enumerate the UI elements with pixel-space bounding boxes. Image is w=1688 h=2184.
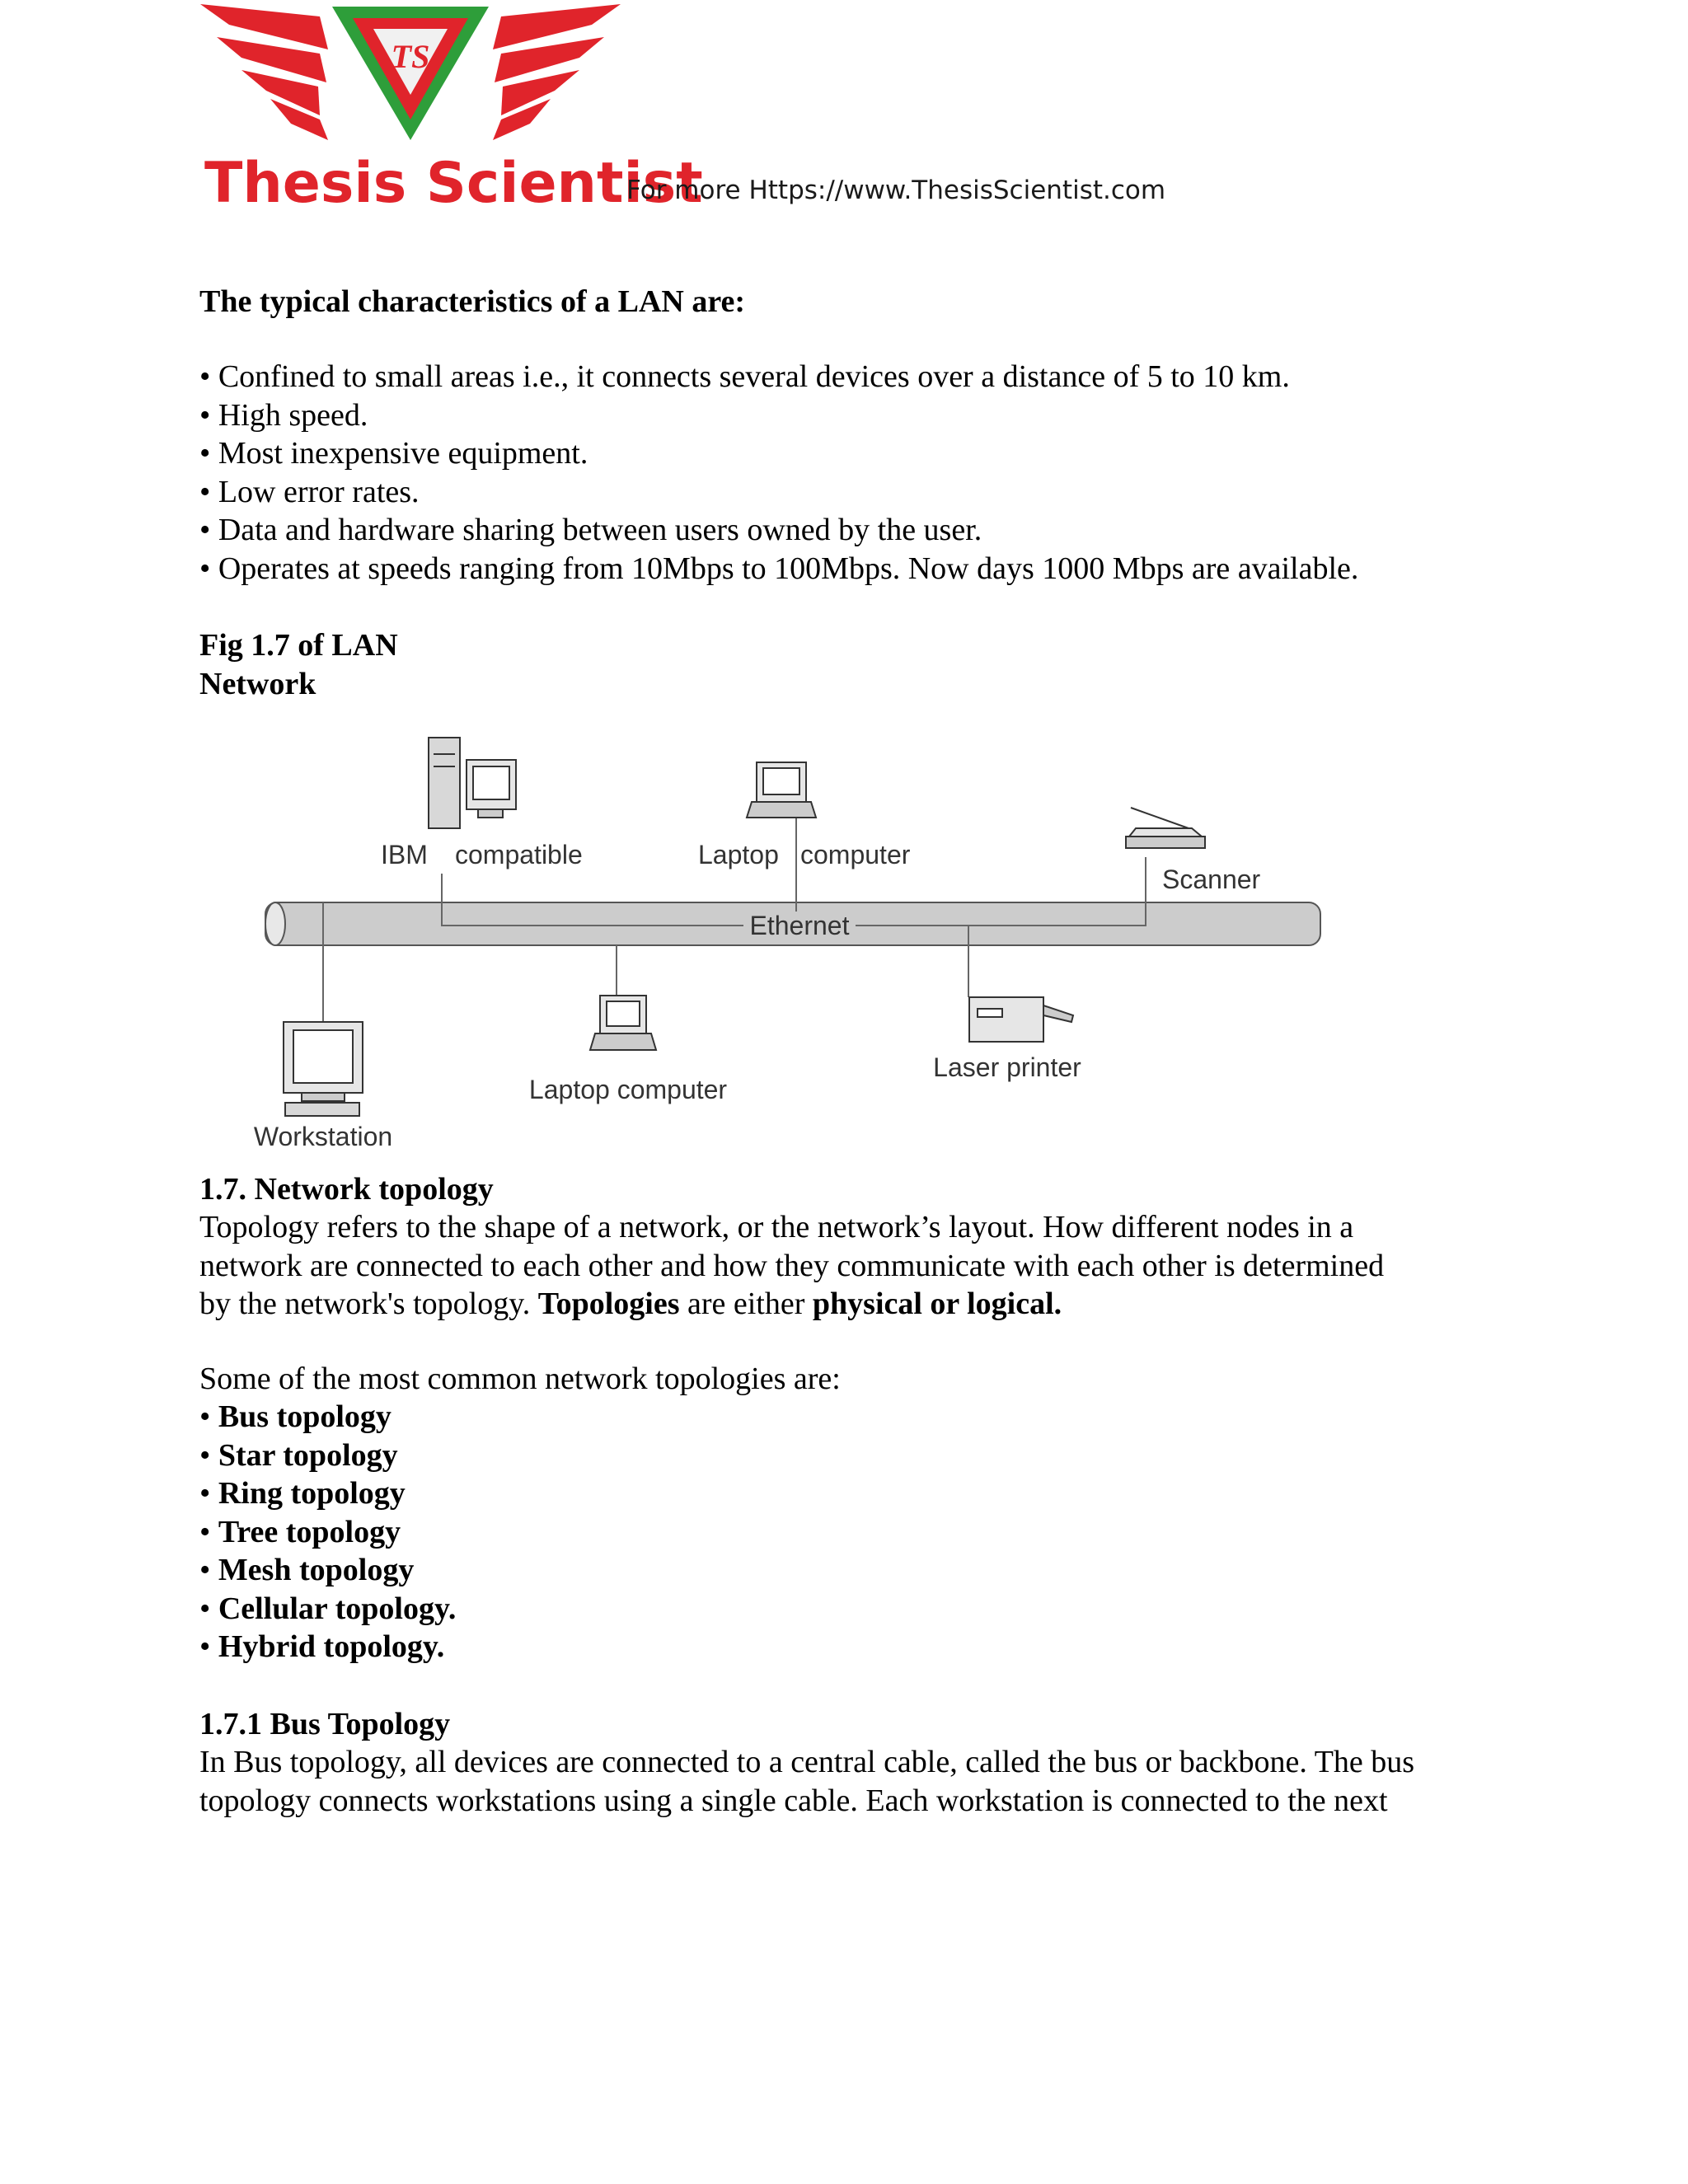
list-item: • Tree topology — [199, 1513, 456, 1552]
list-item: • Data and hardware sharing between users owned by the user. — [199, 511, 1358, 550]
compatible-label: compatible — [455, 840, 583, 869]
lan-characteristics-list — [199, 358, 1358, 588]
ibm-label: IBM — [381, 840, 428, 869]
laptop-computer-label: Laptop computer — [528, 1075, 728, 1104]
thesis-scientist-logo — [196, 0, 703, 218]
brand-name: Thesis Scientist — [204, 151, 703, 216]
list-item: • High speed. — [199, 396, 1358, 435]
list-item: • Ring topology — [199, 1474, 456, 1513]
workstation-label: Workstation — [253, 1122, 393, 1151]
lan-heading: The typical characteristics of a LAN are: — [199, 284, 746, 319]
laptop-label: Laptop — [698, 840, 779, 869]
scanner-label: Scanner — [1162, 865, 1261, 894]
list-item: • Cellular topology. — [199, 1590, 456, 1629]
list-item: • Hybrid topology. — [199, 1628, 456, 1666]
list-item: • Operates at speeds ranging from 10Mbps to 100Mbps. Now days 1000 Mbps are available. — [199, 550, 1358, 588]
topology-heading: 1.7. Network topology — [199, 1172, 494, 1207]
workstation-icon — [284, 1022, 363, 1116]
svg-text:TS: TS — [391, 38, 430, 75]
topology-intro: Some of the most common network topologies are: — [199, 1361, 841, 1396]
left-wing-icon — [200, 4, 328, 140]
scanner-icon — [1126, 808, 1205, 848]
website-link[interactable]: For more Https://www.ThesisScientist.com — [626, 176, 1166, 205]
list-item: • Low error rates. — [199, 473, 1358, 512]
laptop-computer-top-icon — [747, 762, 816, 818]
ibm-compatible-computer-icon — [429, 738, 516, 828]
right-wing-icon — [493, 4, 621, 140]
list-item: • Mesh topology — [199, 1551, 456, 1590]
laptop-computer-bottom-icon — [590, 996, 656, 1050]
topology-paragraph: Topology refers to the shape of a network, or the network’s layout. How different nodes in a network are connected to each other and how they communicate with each other is determined by the network's topology. Topologies are either physical or logical. — [199, 1210, 1385, 1321]
ethernet-label: Ethernet — [749, 911, 850, 940]
triangle-emblem-icon — [332, 7, 489, 140]
computer-label: computer — [800, 840, 911, 869]
list-item: • Most inexpensive equipment. — [199, 434, 1358, 473]
laser-printer-icon — [969, 997, 1073, 1042]
list-item: • Confined to small areas i.e., it connects several devices over a distance of 5 to 10 km. — [199, 358, 1358, 396]
topology-list — [199, 1398, 456, 1666]
list-item: • Bus topology — [199, 1398, 456, 1436]
lan-network-diagram — [239, 725, 1343, 1162]
laser-printer-label: Laser printer — [933, 1052, 1081, 1082]
bus-paragraph: In Bus topology, all devices are connected to a central cable, called the bus or backbone. The bus topology connects workstations using a single cable. Each workstation is connected to the next — [199, 1745, 1415, 1818]
figure-caption: Fig 1.7 of LAN Network — [199, 628, 398, 701]
bus-heading: 1.7.1 Bus Topology — [199, 1707, 451, 1741]
list-item: • Star topology — [199, 1436, 456, 1475]
